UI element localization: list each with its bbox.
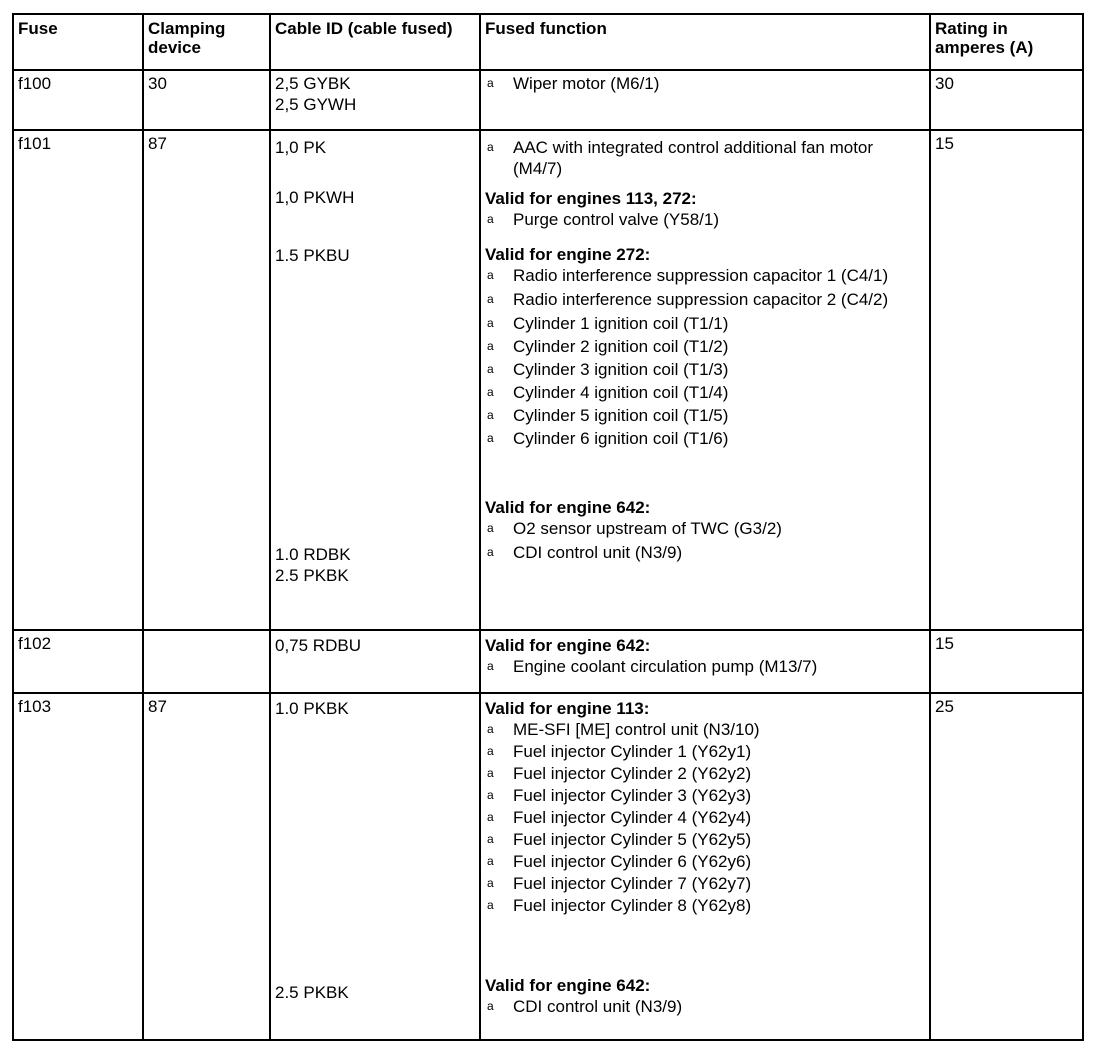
cable-id: 2.5 PKBK bbox=[275, 983, 349, 1002]
function-cell bbox=[480, 70, 930, 130]
list-item: a Fuel injector Cylinder 2 (Y62y2) bbox=[487, 764, 752, 783]
group-title: Valid for engine 642: bbox=[485, 498, 651, 517]
fuse-cell: f103 bbox=[13, 693, 143, 1040]
list-item: a Cylinder 1 ignition coil (T1/1) bbox=[487, 314, 729, 333]
clamping-cell: 87 bbox=[143, 130, 270, 630]
list-item: a Purge control valve (Y58/1) bbox=[487, 210, 719, 229]
list-item: a Cylinder 2 ignition coil (T1/2) bbox=[487, 337, 729, 356]
list-item: a Radio interference suppression capacitor 2 (C4/2) bbox=[487, 290, 889, 309]
cable-id: 2,5 GYBK bbox=[275, 74, 351, 93]
bullet-icon: a bbox=[487, 854, 494, 868]
clamping-cell: 87 bbox=[143, 693, 270, 1040]
list-item: a Cylinder 5 ignition coil (T1/5) bbox=[487, 406, 729, 425]
cable-id: 1,0 PKWH bbox=[275, 188, 355, 207]
list-item: a Cylinder 6 ignition coil (T1/6) bbox=[487, 429, 729, 448]
bullet-icon: a bbox=[487, 140, 494, 154]
list-item: a Engine coolant circulation pump (M13/7) bbox=[487, 657, 818, 676]
cable-id: 1.0 PKBK bbox=[275, 699, 349, 718]
cable-id: 0,75 RDBU bbox=[275, 636, 361, 655]
bullet-icon: a bbox=[487, 385, 494, 399]
table-row bbox=[13, 630, 1083, 693]
list-item: a AAC with integrated control additional fan motor (M4/7) bbox=[487, 138, 874, 178]
cable-cell bbox=[270, 130, 480, 630]
table-row bbox=[13, 693, 1083, 1040]
bullet-icon: a bbox=[487, 521, 494, 535]
group-title: Valid for engine 642: bbox=[485, 636, 651, 655]
cable-cell bbox=[270, 693, 480, 1040]
bullet-icon: a bbox=[487, 362, 494, 376]
cable-cell bbox=[270, 70, 480, 130]
list-item: a O2 sensor upstream of TWC (G3/2) bbox=[487, 519, 782, 538]
bullet-icon: a bbox=[487, 292, 494, 306]
fuse-cell: f102 bbox=[13, 630, 143, 693]
list-item: a Fuel injector Cylinder 4 (Y62y4) bbox=[487, 808, 752, 827]
list-item: a ME-SFI [ME] control unit (N3/10) bbox=[487, 720, 760, 739]
bullet-icon: a bbox=[487, 832, 494, 846]
bullet-icon: a bbox=[487, 339, 494, 353]
list-item: a Fuel injector Cylinder 8 (Y62y8) bbox=[487, 896, 752, 915]
cable-id: 1.0 RDBK bbox=[275, 545, 351, 564]
list-item: a Radio interference suppression capacitor 1 (C4/1) bbox=[487, 266, 889, 285]
group-title: Valid for engine 272: bbox=[485, 245, 651, 264]
fuse-cell: f101 bbox=[13, 130, 143, 630]
bullet-icon: a bbox=[487, 898, 494, 912]
list-item: a CDI control unit (N3/9) bbox=[487, 543, 683, 562]
bullet-icon: a bbox=[487, 431, 494, 445]
list-item: a Cylinder 3 ignition coil (T1/3) bbox=[487, 360, 729, 379]
bullet-icon: a bbox=[487, 999, 494, 1013]
header-clamping-device: Clamping device bbox=[143, 14, 270, 70]
bullet-icon: a bbox=[487, 766, 494, 780]
cable-id: 2,5 GYWH bbox=[275, 95, 357, 114]
list-item: a Fuel injector Cylinder 3 (Y62y3) bbox=[487, 786, 752, 805]
clamping-cell bbox=[143, 630, 270, 693]
list-item: a Fuel injector Cylinder 7 (Y62y7) bbox=[487, 874, 752, 893]
cable-id: 2.5 PKBK bbox=[275, 566, 349, 585]
group-title: Valid for engine 642: bbox=[485, 976, 651, 995]
bullet-icon: a bbox=[487, 659, 494, 673]
rating-cell: 30 bbox=[930, 70, 1083, 130]
bullet-icon: a bbox=[487, 268, 494, 282]
list-item: a Cylinder 4 ignition coil (T1/4) bbox=[487, 383, 729, 402]
group-title: Valid for engine 113: bbox=[485, 699, 650, 718]
cable-id: 1,0 PK bbox=[275, 138, 327, 157]
header-fused-function: Fused function bbox=[480, 14, 930, 70]
list-item: a Fuel injector Cylinder 1 (Y62y1) bbox=[487, 742, 752, 761]
rating-cell: 25 bbox=[930, 693, 1083, 1040]
bullet-icon: a bbox=[487, 810, 494, 824]
header-fuse: Fuse bbox=[13, 14, 143, 70]
header-row bbox=[13, 14, 1083, 70]
bullet-icon: a bbox=[487, 76, 494, 90]
function-cell bbox=[480, 130, 930, 630]
rating-cell: 15 bbox=[930, 130, 1083, 630]
header-rating: Rating in amperes (A) bbox=[930, 14, 1083, 70]
cable-id: 1.5 PKBU bbox=[275, 246, 350, 265]
bullet-icon: a bbox=[487, 212, 494, 226]
fuse-table bbox=[12, 13, 1084, 1041]
list-item: a Wiper motor (M6/1) bbox=[487, 74, 660, 93]
bullet-icon: a bbox=[487, 744, 494, 758]
group-title: Valid for engines 113, 272: bbox=[485, 189, 697, 208]
table-row bbox=[13, 70, 1083, 130]
bullet-icon: a bbox=[487, 788, 494, 802]
list-item: a Fuel injector Cylinder 5 (Y62y5) bbox=[487, 830, 752, 849]
fuse-cell: f100 bbox=[13, 70, 143, 130]
bullet-icon: a bbox=[487, 316, 494, 330]
list-item: a Fuel injector Cylinder 6 (Y62y6) bbox=[487, 852, 752, 871]
clamping-cell: 30 bbox=[143, 70, 270, 130]
list-item: a CDI control unit (N3/9) bbox=[487, 997, 683, 1016]
bullet-icon: a bbox=[487, 408, 494, 422]
function-cell bbox=[480, 630, 930, 693]
table-row bbox=[13, 130, 1083, 630]
bullet-icon: a bbox=[487, 876, 494, 890]
function-cell bbox=[480, 693, 930, 1040]
header-cable-id: Cable ID (cable fused) bbox=[270, 14, 480, 70]
cable-cell bbox=[270, 630, 480, 693]
rating-cell: 15 bbox=[930, 630, 1083, 693]
bullet-icon: a bbox=[487, 722, 494, 736]
bullet-icon: a bbox=[487, 545, 494, 559]
